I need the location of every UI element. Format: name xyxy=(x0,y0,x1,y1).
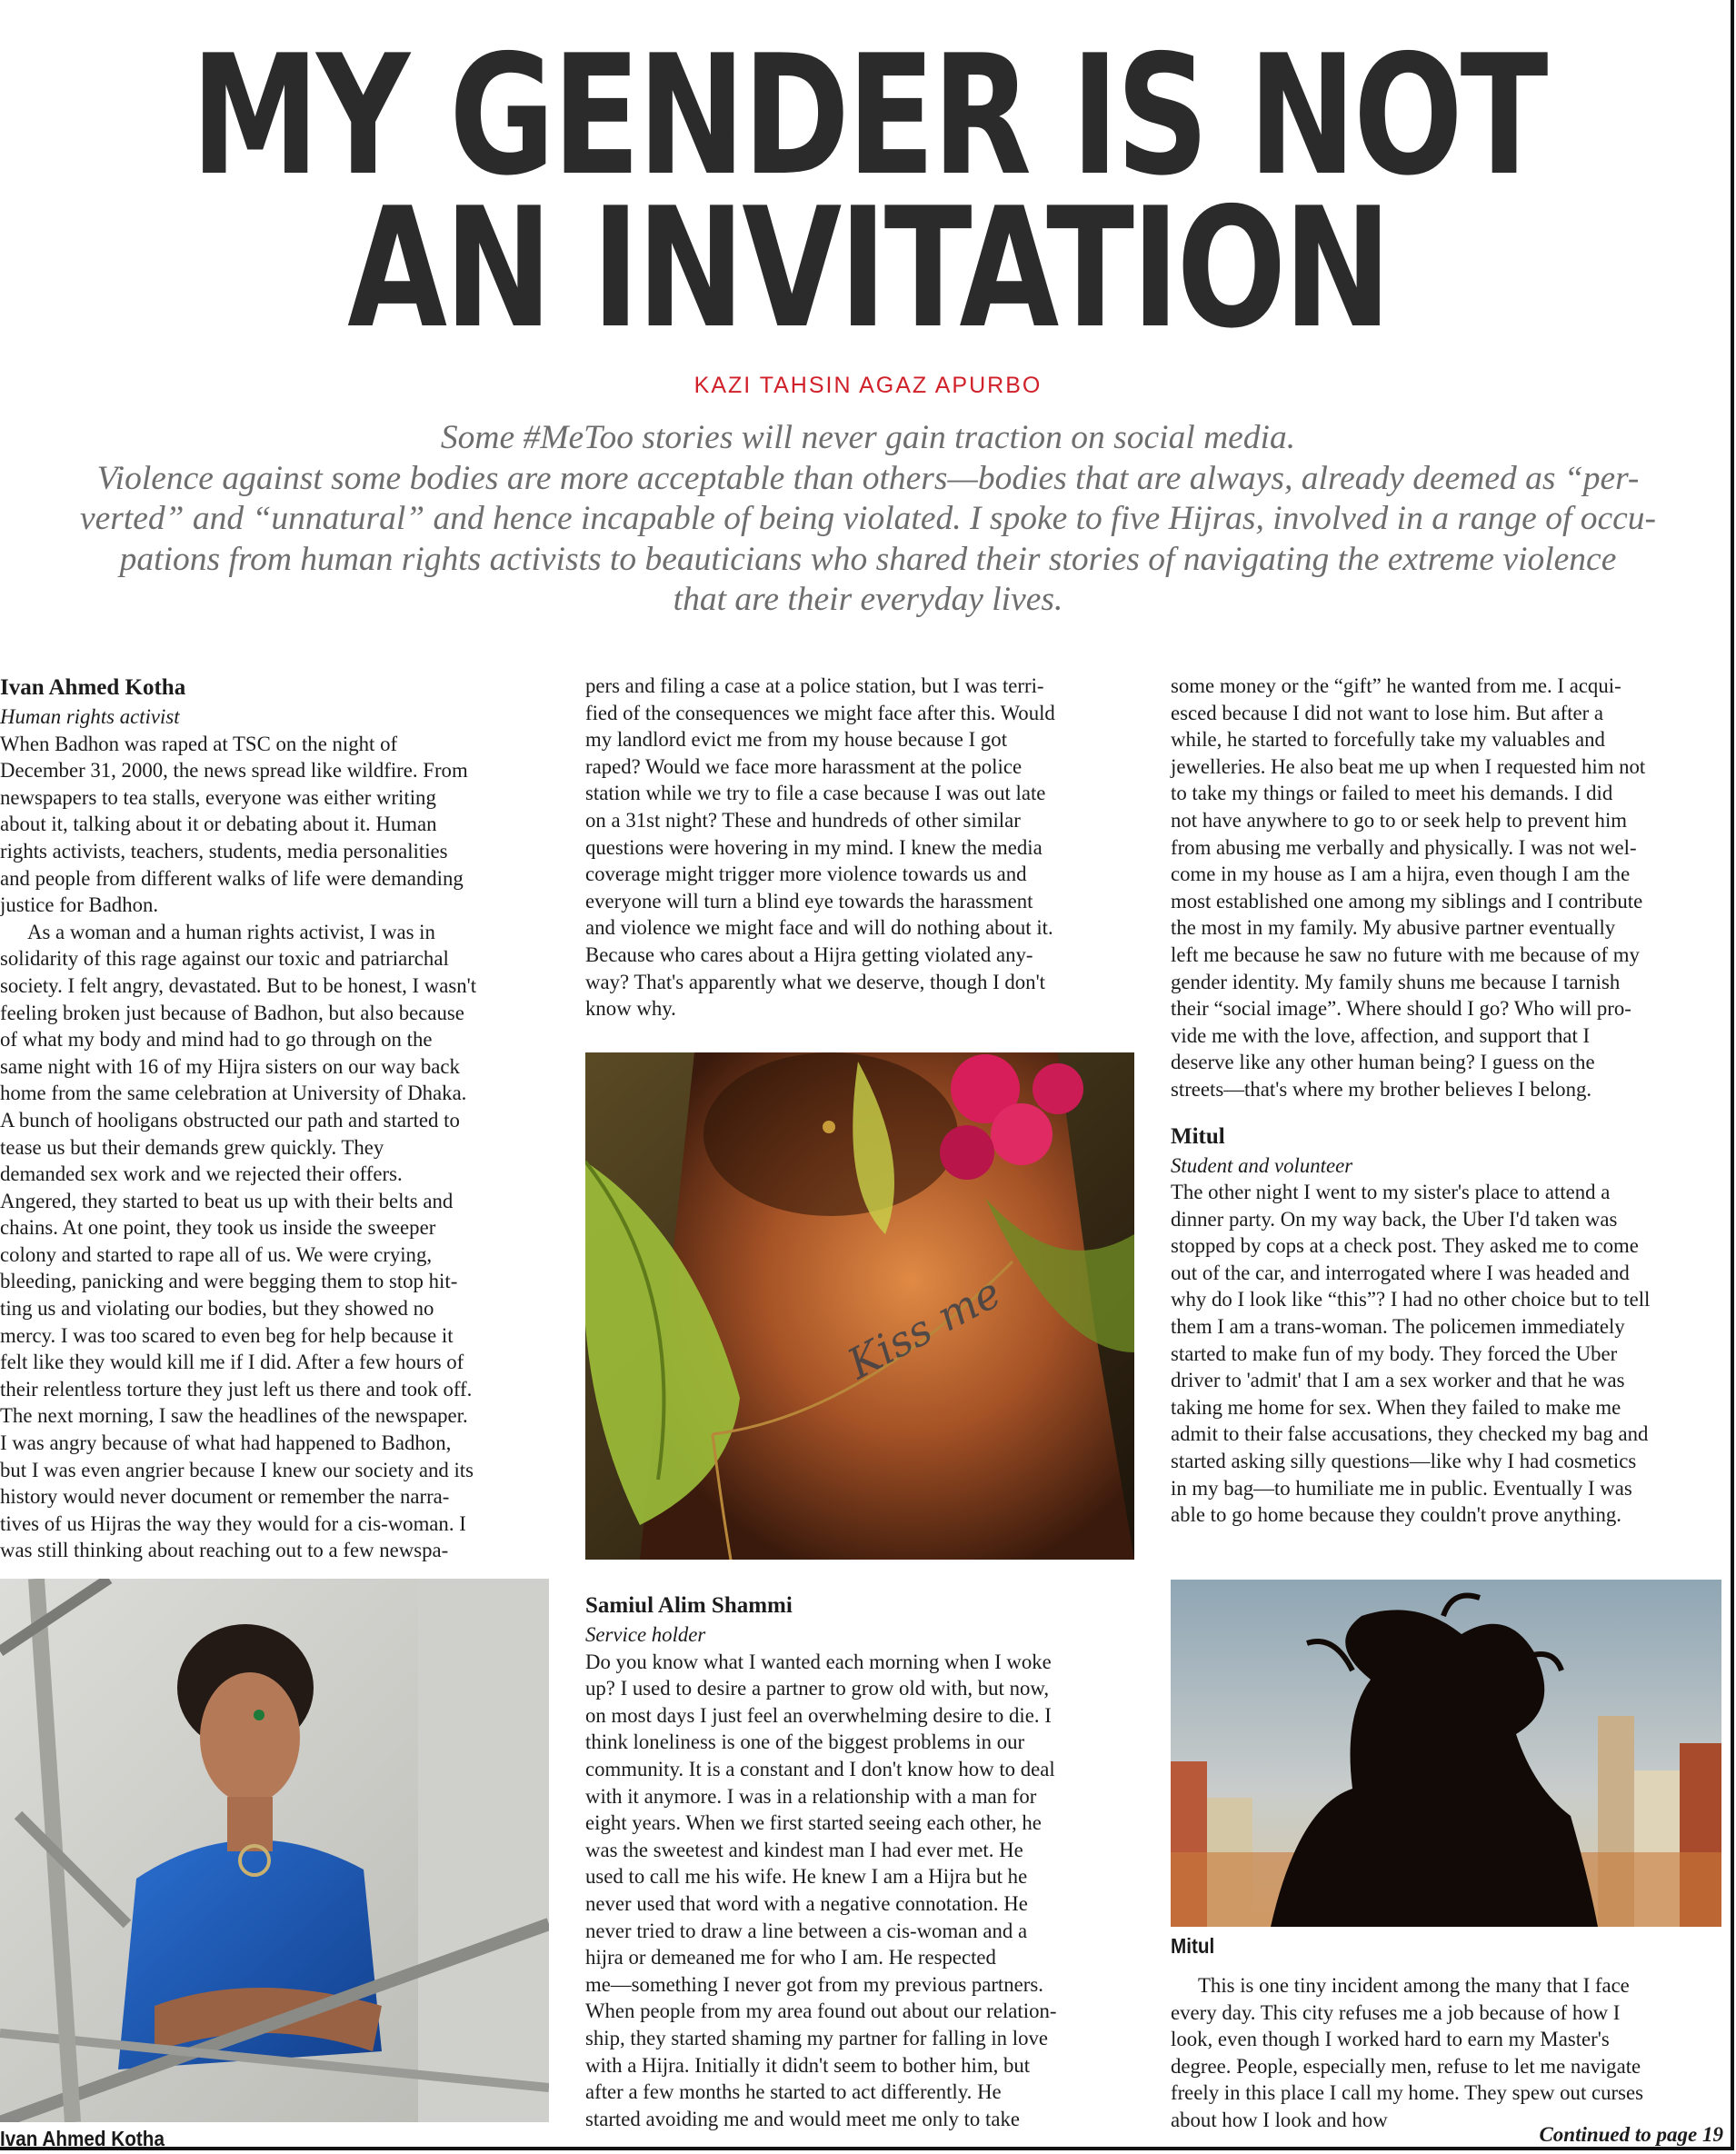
text-line: society. I felt angry, devastated. But to be honest, I wasn't xyxy=(0,973,477,997)
deck-line: pations from human rights activists to beauticians who shared their stories of navigating the extreme violence xyxy=(119,540,1617,578)
text-line: pers and filing a case at a police station, but I was terri- xyxy=(585,674,1044,697)
section-name: Ivan Ahmed Kotha xyxy=(0,675,186,700)
photo-caption-mitul: Mitul xyxy=(1171,1934,1215,1958)
column-shammi xyxy=(585,1591,1131,2132)
text-line: in my bag—to humiliate me in public. Eventually I was xyxy=(1171,1476,1632,1500)
text-line: esced because I did not want to lose him. But after a xyxy=(1171,701,1604,724)
deck-line: Violence against some bodies are more acceptable than others—bodies that are always, already deemed as “per- xyxy=(96,459,1640,497)
text-line: to take my things or failed to meet his demands. I did xyxy=(1171,782,1613,805)
text-line: but I was even angrier because I knew our society and its xyxy=(0,1458,474,1481)
text-line: and violence we might face and will do nothing about it. xyxy=(585,916,1053,940)
text-line: Angered, they started to beat us up with their belts and xyxy=(0,1189,454,1212)
text-line: dinner party. On my way back, the Uber I'd taken was xyxy=(1171,1207,1618,1231)
text-line: able to go home because they couldn't prove anything. xyxy=(1171,1503,1621,1527)
text-line: most established one among my siblings and I contribute xyxy=(1171,889,1643,912)
deck-line: Some #MeToo stories will never gain traction on social media. xyxy=(440,419,1296,456)
text-line: history would never document or remember the narra- xyxy=(0,1485,450,1509)
text-line: left me because he saw no future with me because of my xyxy=(1171,942,1640,966)
column-mitul-continued xyxy=(1171,1972,1723,2134)
section-role: Service holder xyxy=(585,1623,706,1646)
text-line: started avoiding me and would meet me only to take xyxy=(585,2107,1020,2130)
text-line: stopped by cops at a check post. They asked me to come xyxy=(1171,1234,1639,1258)
text-line: hijra or demeaned me for who I am. He respected xyxy=(585,1946,996,1970)
text-line: station while we try to file a case because I was out late xyxy=(585,782,1046,805)
text-line: from abusing me verbally and physically. I was not wel- xyxy=(1171,835,1637,859)
mitul-photo-graphic xyxy=(1171,1580,1721,1927)
text-line: up? I used to desire a partner to grow old with, but now, xyxy=(585,1677,1050,1700)
text-line: admit to their false accusations, they checked my bag and xyxy=(1171,1422,1649,1446)
tattoo-photo-graphic xyxy=(585,1052,1134,1560)
text-line: driver to 'admit' that I am a sex worker and that he was xyxy=(1171,1369,1625,1392)
text-line: out of the car, and interrogated where I was headed and xyxy=(1171,1261,1630,1284)
text-line: of what my body and mind had to go through on the xyxy=(0,1028,433,1052)
text-line: why do I look like “this”? I had no other choice but to tell xyxy=(1171,1288,1651,1311)
text-line: never used that word with a negative connotation. He xyxy=(585,1891,1028,1915)
text-line: their “social image”. Where should I go? Who will pro- xyxy=(1171,997,1631,1021)
text-line: tives of us Hijras the way they would for a cis-woman. I xyxy=(0,1511,466,1535)
spacer xyxy=(1171,1103,1723,1122)
text-line: way? That's apparently what we deserve, though I don't xyxy=(585,970,1046,993)
text-line: used to call me his wife. He knew I am a Hijra but he xyxy=(585,1865,1028,1889)
text-line: tease us but their demands grew quickly. They xyxy=(0,1135,384,1159)
text-line: bleeding, panicking and were begging them to stop hit- xyxy=(0,1270,458,1293)
text-line: newspapers to tea stalls, everyone was either writing xyxy=(0,785,436,809)
text-line: after a few months he started to act differently. He xyxy=(585,2080,1002,2104)
tattoo-photo xyxy=(585,1052,1134,1560)
text-line: feeling broken just because of Badhon, but also because xyxy=(0,1001,464,1024)
text-line: December 31, 2000, the news spread like wildfire. From xyxy=(0,759,468,783)
text-line: with a Hijra. Initially it didn't seem to bother him, but xyxy=(585,2053,1031,2077)
text-line: taking me home for sex. When they failed to make me xyxy=(1171,1395,1621,1419)
text-line: vide me with the love, affection, and support that I xyxy=(1171,1023,1591,1047)
continued-note[interactable]: Continued to page 19 xyxy=(1539,2123,1723,2146)
text-line: started asking silly questions—like why I had cosmetics xyxy=(1171,1450,1637,1473)
text-line: deserve like any other human being? I guess on the xyxy=(1171,1051,1595,1074)
text-line: I was angry because of what had happened to Badhon, xyxy=(0,1431,452,1455)
text-line: freely in this place I call my home. They spew out curses xyxy=(1171,2081,1643,2105)
text-line: come in my house as I am a hijra, even though I am the xyxy=(1171,863,1631,886)
text-line: eight years. When we first started seeing each other, he xyxy=(585,1811,1042,1835)
text-line: chains. At one point, they took us inside the sweeper xyxy=(0,1216,436,1240)
text-line: while, he started to forcefully take my valuables and xyxy=(1171,728,1605,752)
text-line: was the sweetest and kindest man I had ever met. He xyxy=(585,1838,1023,1861)
ivan-photo xyxy=(0,1579,549,2122)
column-ivan xyxy=(0,673,541,1564)
text-line: Do you know what I wanted each morning when I woke xyxy=(585,1650,1052,1673)
text-line: never tried to draw a line between a cis-woman and a xyxy=(585,1919,1028,1942)
text-line: jewelleries. He also beat me up when I requested him not xyxy=(1171,754,1646,778)
text-line: their relentless torture they just left us there and took off. xyxy=(0,1377,473,1401)
section-role: Human rights activist xyxy=(0,705,180,728)
text-line: some money or the “gift” he wanted from me. I acqui- xyxy=(1171,674,1621,697)
text-line: them I am a trans-woman. The policemen immediately xyxy=(1171,1315,1625,1339)
text-line: home from the same celebration at University of Dhaka. xyxy=(0,1082,467,1105)
text-line: mercy. I was too scared to even beg for help because it xyxy=(0,1323,454,1347)
deck-line: verted” and “unnatural” and hence incapable of being violated. I spoke to five Hijras, involved in a range of occu- xyxy=(79,500,1657,537)
text-line: my landlord evict me from my house because I got xyxy=(585,728,1008,752)
text-line: solidarity of this rage against our toxic and patriarchal xyxy=(0,947,449,971)
section-role: Student and volunteer xyxy=(1171,1153,1353,1177)
text-line: about it, talking about it or debating about it. Human xyxy=(0,813,437,836)
byline: KAZI TAHSIN AGAZ APURBO xyxy=(693,373,1043,398)
text-line: and people from different walks of life were demanding xyxy=(0,866,464,890)
text-line: with it anymore. I was in a relationship with a man for xyxy=(585,1784,1037,1808)
text-line: questions were hovering in my mind. I knew the media xyxy=(585,835,1043,859)
text-line: coverage might trigger more violence towards us and xyxy=(585,863,1027,886)
text-line: think loneliness is one of the biggest problems in our xyxy=(585,1730,1025,1754)
text-line: ting us and violating our bodies, but they showed no xyxy=(0,1297,434,1321)
text-line: As a woman and a human rights activist, I was in xyxy=(27,920,435,943)
text-line: was still thinking about reaching out to a few newspa- xyxy=(0,1539,449,1562)
text-line: community. It is a constant and I don't know how to deal xyxy=(585,1757,1055,1780)
text-line: When people from my area found out about our relation- xyxy=(585,1999,1057,2023)
section-name: Mitul xyxy=(1171,1123,1225,1149)
text-line: the most in my family. My abusive partner eventually xyxy=(1171,916,1616,940)
ivan-photo-graphic xyxy=(0,1579,549,2122)
text-line: fied of the consequences we might face after this. Would xyxy=(585,701,1055,724)
headline-line-2: AN INVITATION xyxy=(347,172,1389,364)
text-line: ship, they started shaming my partner for falling in love xyxy=(585,2026,1049,2049)
text-line: raped? Would we face more harassment at the police xyxy=(585,754,1023,778)
text-line: me—something I never got from my previous partners. xyxy=(585,1972,1043,1996)
text-line: not have anywhere to go to or seek help to prevent him xyxy=(1171,808,1628,832)
photo-caption-ivan: Ivan Ahmed Kotha xyxy=(0,2127,165,2150)
text-line: This is one tiny incident among the many that I face xyxy=(1198,1974,1630,1997)
text-line: When Badhon was raped at TSC on the night of xyxy=(0,732,398,755)
column-mitul xyxy=(1171,673,1723,1529)
text-line: demanded sex work and we rejected their offers. xyxy=(0,1162,403,1186)
text-line: gender identity. My family shuns me because I tarnish xyxy=(1171,970,1621,993)
text-line: started to make fun of my body. They forced the Uber xyxy=(1171,1341,1618,1365)
text-line: streets—that's where my brother believes I belong. xyxy=(1171,1077,1592,1101)
text-line: The other night I went to my sister's place to attend a xyxy=(1171,1181,1611,1204)
text-line: colony and started to rape all of us. We were crying, xyxy=(0,1242,433,1266)
text-line: on most days I just feel an overwhelming desire to die. I xyxy=(585,1703,1052,1727)
text-line: everyone will turn a blind eye towards the harassment xyxy=(585,889,1033,912)
text-line: about how I look and how xyxy=(1171,2108,1388,2131)
text-line: A bunch of hooligans obstructed our path and started to xyxy=(0,1108,460,1132)
text-line: The next morning, I saw the headlines of the newspaper. xyxy=(0,1404,468,1428)
column-ivan-continued xyxy=(585,673,1131,1022)
text-line: rights activists, teachers, students, media personalities xyxy=(0,839,448,863)
headline-line-1: MY GENDER IS NOT xyxy=(191,19,1546,212)
text-line: degree. People, especially men, refuse to let me navigate xyxy=(1171,2054,1641,2078)
text-line: Because who cares about a Hijra getting violated any- xyxy=(585,942,1033,966)
text-line: justice for Badhon. xyxy=(0,893,159,917)
text-line: on a 31st night? These and hundreds of other similar xyxy=(585,808,1021,832)
deck xyxy=(0,418,1736,621)
text-line: felt like they would kill me if I did. After a few hours of xyxy=(0,1351,464,1374)
deck-line: that are their everyday lives. xyxy=(673,581,1063,618)
mitul-photo xyxy=(1171,1580,1721,1927)
text-line: same night with 16 of my Hijra sisters on our way back xyxy=(0,1054,460,1078)
text-line: look, even though I worked hard to earn my Master's xyxy=(1171,2028,1610,2051)
text-line: know why. xyxy=(585,997,676,1021)
tattoo-text: Kiss me xyxy=(839,1267,1009,1389)
text-line: every day. This city refuses me a job because of how I xyxy=(1171,2000,1621,2024)
section-name: Samiul Alim Shammi xyxy=(585,1593,793,1618)
